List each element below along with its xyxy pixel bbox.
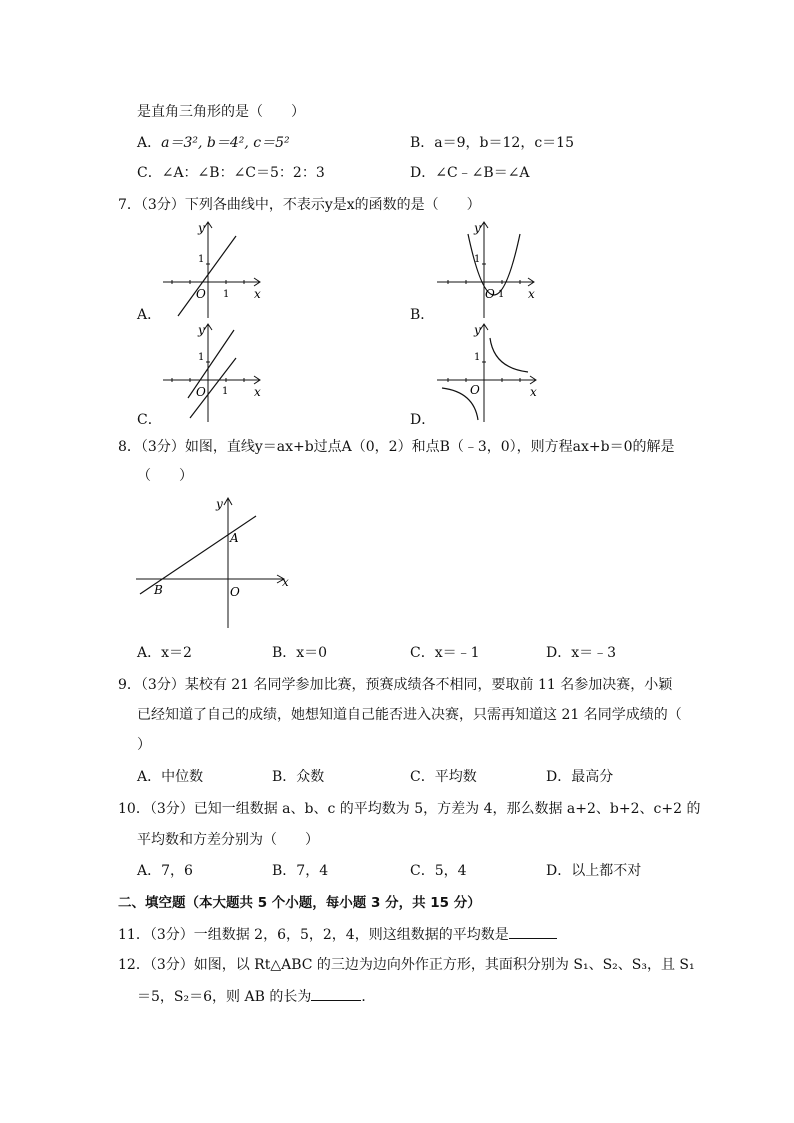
q8-stem-line1: 8．（3分）如图，直线y＝ax+b过点A（0，2）和点B（﹣3，0），则方程ax+b＝0的解是 <box>118 439 675 455</box>
q6-stem-tail: 是直角三角形的是（ ） <box>137 104 305 120</box>
q9-line1: 9．（3分）某校有 21 名同学参加比赛，预赛成绩各不相同，要取前 11 名参加决赛，小颖 <box>118 677 673 693</box>
q7c-y-label: y <box>198 323 205 337</box>
q9-option-c: C．平均数 <box>410 769 477 785</box>
q9-option-a: A．中位数 <box>137 769 204 785</box>
q6-option-d-text: ∠C﹣∠B＝∠A <box>435 165 530 181</box>
q9-option-b: B．众数 <box>272 769 325 785</box>
q6-option-b-label: B． <box>410 135 435 151</box>
q12-line2-text: ＝5，S₂＝6，则 AB 的长为 <box>137 989 312 1005</box>
q7b-tick-x: 1 <box>498 289 505 300</box>
q7c-x-label: x <box>254 385 261 399</box>
q6-option-a <box>137 133 290 153</box>
section-2-title: 二、填空题（本大题共 5 个小题，每小题 3 分，共 15 分） <box>118 895 481 911</box>
q9-option-d: D．最高分 <box>546 769 614 785</box>
q7-stem: 7．（3分）下列各曲线中，不表示y是x的函数的是（ ） <box>118 197 481 213</box>
q8-option-c: C．x＝﹣1 <box>410 645 480 661</box>
q11-text: 11．（3分）一组数据 2，6，5，2，4，则这组数据的平均数是 <box>118 927 509 943</box>
q7c-tick-y: 1 <box>198 352 205 363</box>
q6-option-b <box>410 133 574 153</box>
q6-option-d-label: D． <box>410 165 436 181</box>
q6-option-b-text: a＝9，b＝12，c＝15 <box>434 135 574 151</box>
q7-graph-b <box>432 218 542 320</box>
q7-label-c: C． <box>137 412 162 428</box>
q7d-tick-y: 1 <box>474 352 481 363</box>
q7d-x-label: x <box>530 385 537 399</box>
q7-graph-c <box>158 320 268 424</box>
q7b-tick-y: 1 <box>474 254 481 265</box>
q12-line2-end: ． <box>361 989 376 1005</box>
q6-option-c-text: ∠A：∠B：∠C＝5：2：3 <box>161 165 325 181</box>
q9-line3: ） <box>137 737 151 753</box>
q8-option-d: D．x＝﹣3 <box>546 645 617 661</box>
q7-label-d: D． <box>410 412 436 428</box>
q7-label-a: A． <box>137 307 162 323</box>
q7d-origin: O <box>470 383 480 397</box>
q8-y-label: y <box>216 497 223 511</box>
q7b-y-label: y <box>474 221 481 235</box>
q8-origin: O <box>230 585 240 599</box>
q7b-x-label: x <box>528 287 535 301</box>
q10-line2: 平均数和方差分别为（ ） <box>137 832 319 848</box>
q8-point-b: B <box>154 583 163 597</box>
q8-x-label: x <box>282 575 289 589</box>
q8-figure <box>132 492 302 632</box>
q7-graph-d <box>432 320 542 424</box>
q6-option-c-label: C． <box>137 165 162 181</box>
q7a-tick-x: 1 <box>223 289 230 300</box>
q6-option-c <box>137 163 325 183</box>
q10-option-c: C．5，4 <box>410 863 467 879</box>
q7a-x-label: x <box>254 287 261 301</box>
q7a-tick-y: 1 <box>198 254 205 265</box>
q12-answer-blank[interactable] <box>311 986 361 1001</box>
q7b-origin: O <box>485 287 495 301</box>
q6-option-a-label: A． <box>137 135 162 151</box>
q7d-y-label: y <box>474 323 481 337</box>
q11-answer-blank[interactable] <box>509 924 557 939</box>
q7c-origin: O <box>196 385 206 399</box>
q10-option-a: A．7，6 <box>137 863 193 879</box>
q6-option-d <box>410 163 530 183</box>
q9-line2: 已经知道了自己的成绩，她想知道自己能否进入决赛，只需再知道这 21 名同学成绩的（ <box>137 707 682 723</box>
q8-option-a: A．x＝2 <box>137 645 192 661</box>
q7-graph-a <box>158 218 268 320</box>
q12-line2 <box>137 986 375 1007</box>
q7c-tick-x: 1 <box>222 386 229 397</box>
q7a-y-label: y <box>198 221 205 235</box>
q8-stem-line2: （ ） <box>137 468 193 484</box>
q10-line1: 10．（3分）已知一组数据 a、b、c 的平均数为 5，方差为 4，那么数据 a+2、b+2、c+2 的 <box>118 801 701 817</box>
q11 <box>118 924 557 945</box>
q6-option-a-text: a＝3², b＝4², c＝5² <box>161 135 290 151</box>
q10-option-b: B．7，4 <box>272 863 329 879</box>
q8-option-b: B．x＝0 <box>272 645 328 661</box>
q7a-origin: O <box>196 287 206 301</box>
q7-label-b: B． <box>410 307 435 323</box>
q10-option-d: D．以上都不对 <box>546 863 642 879</box>
q12-line1: 12．（3分）如图，以 Rt△ABC 的三边为边向外作正方形，其面积分别为 S₁、S₂、S₃，且 S₁ <box>118 957 695 973</box>
q8-point-a: A <box>230 531 239 545</box>
